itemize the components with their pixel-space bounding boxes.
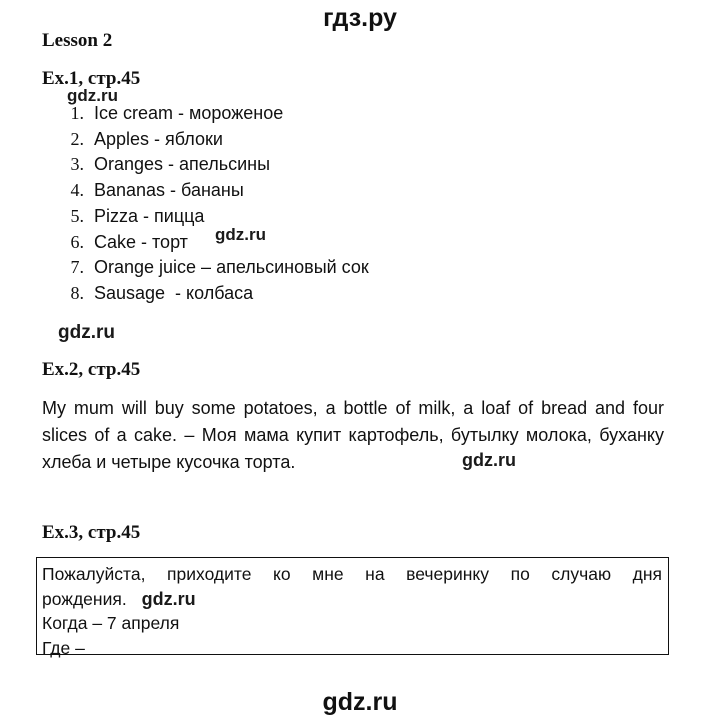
- list-item-text: Ice cream - мороженое: [94, 103, 284, 123]
- list-item: [42, 255, 369, 281]
- list-item-number: 4.: [70, 180, 84, 201]
- list-item-number: 3.: [70, 154, 84, 175]
- list-item: [42, 152, 369, 178]
- list-item-text: Orange juice – апельсиновый сок: [94, 257, 369, 278]
- watermark: gdz.ru: [462, 450, 516, 470]
- list-item-text: Bananas - бананы: [94, 180, 244, 201]
- list-item: [42, 101, 369, 127]
- list-item: [42, 204, 369, 230]
- vocabulary-list: [42, 101, 369, 307]
- watermark: gdz.ru: [215, 225, 266, 244]
- invitation-line-3: Когда – 7 апреля: [42, 613, 180, 633]
- ex1-title: Ex.1, стр.45: [42, 68, 141, 89]
- list-item-number: 5.: [70, 205, 84, 226]
- list-item-number: 7.: [70, 257, 84, 278]
- list-item-text: Pizza - пицца: [94, 205, 205, 226]
- lesson-title: Lesson 2: [42, 30, 113, 51]
- site-footer: gdz.ru: [322, 688, 398, 716]
- list-item-text: Apples - яблоки: [94, 128, 223, 149]
- list-item-number: 2.: [70, 128, 84, 149]
- list-item-text: Sausage - колбаса: [94, 282, 254, 303]
- invitation-box: [36, 557, 669, 658]
- list-item: [42, 127, 369, 153]
- invitation-line-4: Где –: [42, 637, 85, 658]
- watermark: gdz.ru: [67, 86, 118, 105]
- list-item-number: 6.: [70, 231, 84, 252]
- list-item: [42, 281, 369, 307]
- watermark: gdz.ru: [141, 588, 196, 609]
- invitation-line-2: [42, 587, 662, 612]
- list-item-text: Oranges - апельсины: [94, 154, 271, 175]
- ex3-title: Ex.3, стр.45: [42, 522, 141, 543]
- list-item-number: 8.: [70, 282, 84, 303]
- list-item: [42, 230, 369, 256]
- ex2-title: Ex.2, стр.45: [42, 359, 141, 380]
- invitation-line-2-text: рождения.: [42, 588, 127, 609]
- list-item-text: Cake - торт: [94, 231, 188, 252]
- ex2-text: My mum will buy some potatoes, a bottle of milk, a loaf of bread and four slices of a cake. – Моя мама купит картофель, бутылку молока, буханку хлеба и четыре кусочка торта.: [42, 398, 664, 472]
- list-item: [42, 178, 369, 204]
- site-header: гдз.ру: [323, 4, 397, 32]
- watermark: gdz.ru: [58, 322, 115, 343]
- list-item-number: 1.: [70, 103, 84, 123]
- invitation-line-1: Пожалуйста, приходите ко мне на вечеринку по случаю дня: [42, 564, 662, 584]
